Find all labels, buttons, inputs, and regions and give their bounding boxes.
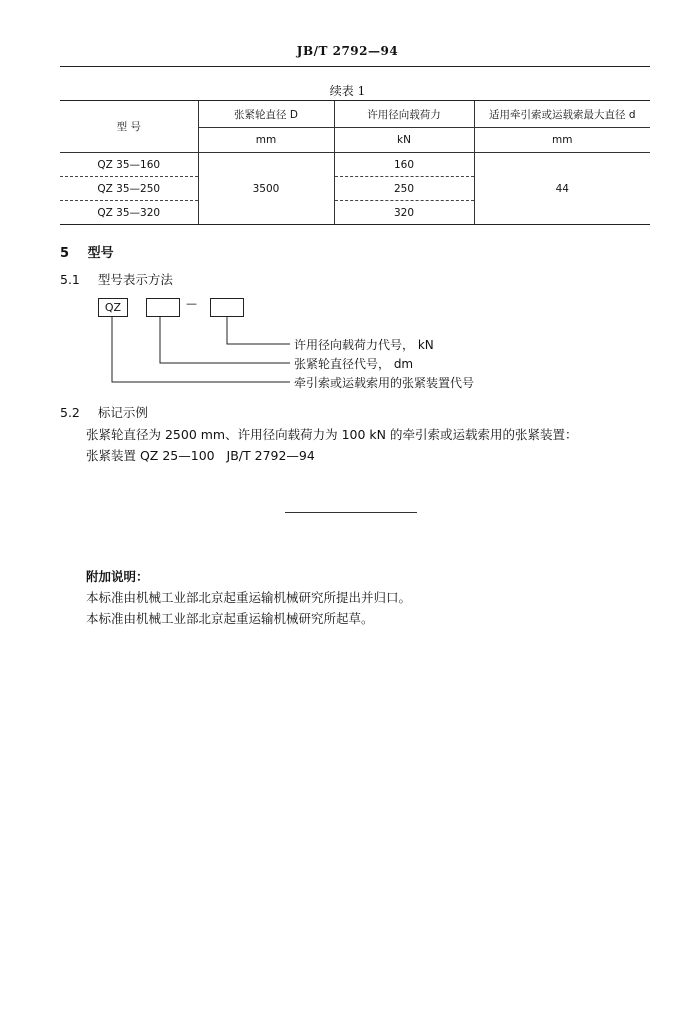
subsection-5-2-heading: [60, 403, 148, 421]
max-cable-header: 适用牵引索或运载索最大直径 d: [474, 101, 650, 128]
subsection-title: 型号表示方法: [97, 272, 173, 287]
diameter-header: 张紧轮直径 D: [198, 101, 334, 128]
notes-title: 附加说明：: [86, 569, 149, 584]
standard-number-header: JB/T 2792—94: [296, 44, 399, 58]
notes-line: 本标准由机械工业部北京起重运输机械研究所提出并归口。: [86, 590, 412, 605]
model-header: 型 号: [60, 101, 198, 153]
subsection-number: 5.1: [60, 272, 80, 287]
load-cell: 160: [334, 153, 474, 177]
table-caption: 续表 1: [329, 84, 366, 98]
subsection-number: 5.2: [60, 405, 80, 420]
load-cell: 250: [334, 177, 474, 201]
device-code-label: 牵引索或运载索用的张紧装置代号: [294, 376, 475, 390]
load-header: 许用径向载荷力: [334, 101, 474, 128]
model-cell: QZ 35—250: [60, 177, 198, 201]
diameter-cell: 3500: [198, 153, 334, 225]
code-separator: —: [186, 297, 197, 310]
section-number: 5: [60, 246, 70, 261]
example-description: 张紧轮直径为 2500 mm、许用径向载荷力为 100 kN 的牵引索或运载索用的张紧装置：: [86, 427, 578, 442]
model-prefix-box: QZ: [98, 298, 128, 317]
max-cable-cell: 44: [474, 153, 650, 225]
end-separator: [285, 512, 417, 513]
diameter-unit: mm: [198, 128, 334, 153]
example-designation: 张紧装置 QZ 25—100 JB/T 2792—94: [86, 448, 315, 463]
model-cell: QZ 35—320: [60, 201, 198, 225]
diameter-code-label: 张紧轮直径代号， dm: [294, 357, 414, 371]
notes-line: 本标准由机械工业部北京起重运输机械研究所起草。: [86, 611, 374, 626]
load-cell: 320: [334, 201, 474, 225]
model-cell: QZ 35—160: [60, 153, 198, 177]
max-cable-unit: mm: [474, 128, 650, 153]
load-unit: kN: [334, 128, 474, 153]
subsection-title: 标记示例: [97, 405, 148, 420]
section-title: 型号: [87, 246, 114, 261]
load-code-label: 许用径向载荷力代号， kN: [294, 338, 434, 352]
